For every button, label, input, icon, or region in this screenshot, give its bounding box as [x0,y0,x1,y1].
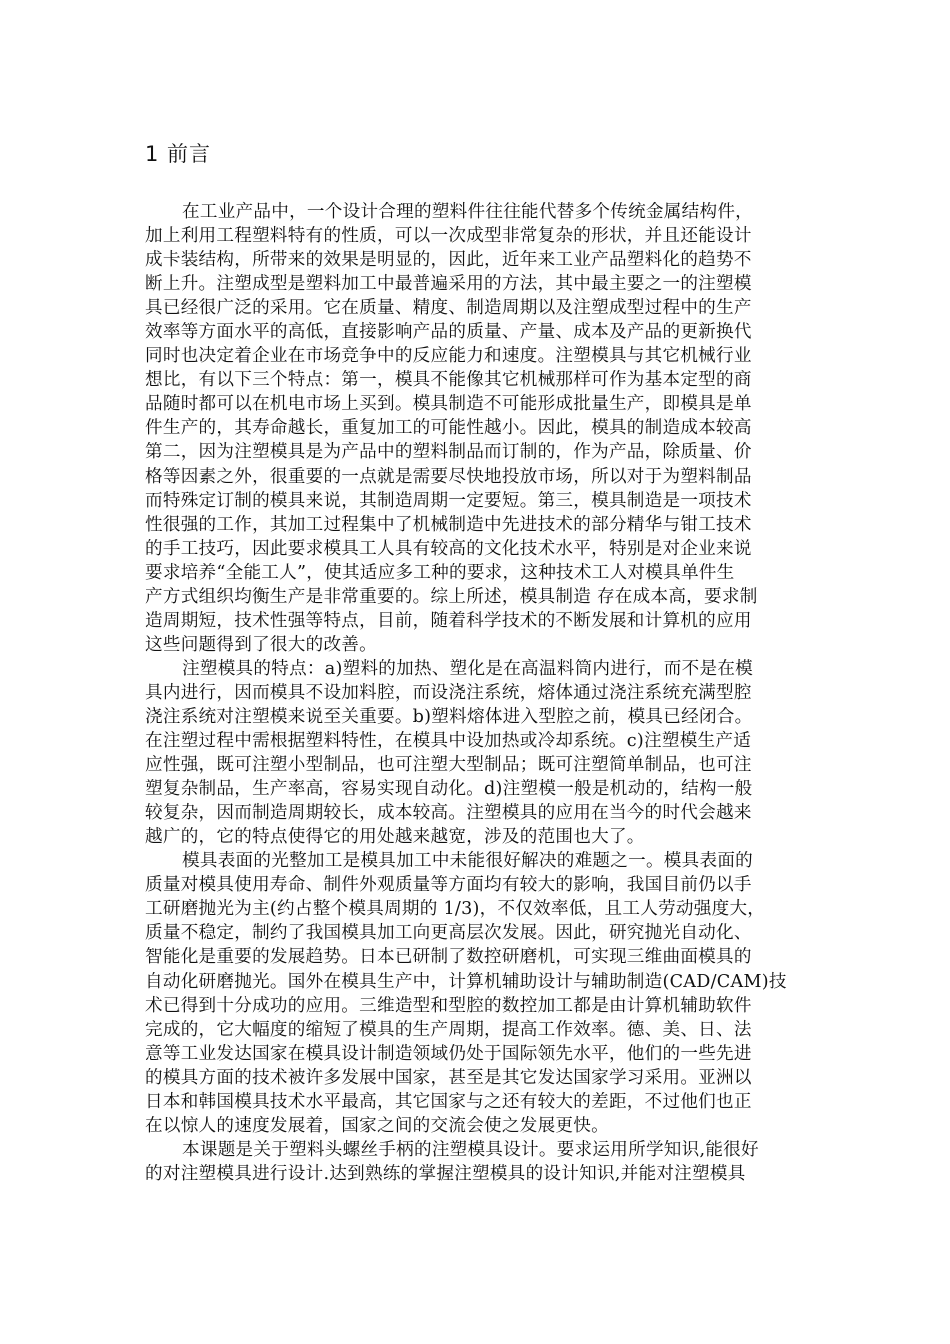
text-line: 效率等方面水平的高低，直接影响产品的质量、产量、成本及产品的更新换代 [145,322,752,343]
text-line: 加上利用工程塑料特有的性质，可以一次成型非常复杂的形状，并且还能设计 [145,226,752,247]
text-line: 日本和韩国模具技术水平最高，其它国家与之还有较大的差距，不过他们也正 [145,1091,752,1112]
text-line: 第二，因为注塑模具是为产品中的塑料制品而订制的，作为产品，除质量、价 [145,442,752,463]
text-line: 要求培养“全能工人”，使其适应多工种的要求，这种技术工人对模具单件生 [145,562,735,583]
paragraph-first-line: 本课题是关于塑料头螺丝手柄的注塑模具设计。要求运用所学知识,能很好 [182,1139,759,1160]
text-line: 产方式组织均衡生产是非常重要的。综上所述，模具制造 存在成本高，要求制 [145,586,758,607]
text-line: 这些问题得到了很大的改善。 [145,634,377,655]
section-heading: 1 前言 [145,142,212,166]
text-line: 同时也决定着企业在市场竞争中的反应能力和速度。注塑模具与其它机械行业 [145,346,752,367]
text-line: 应性强，既可注塑小型制品，也可注塑大型制品；既可注塑简单制品，也可注 [145,755,752,776]
text-line: 断上升。注塑成型是塑料加工中最普遍采用的方法，其中最主要之一的注塑模 [145,274,752,295]
text-line: 在以惊人的速度发展着，国家之间的交流会使之发展更快。 [145,1115,609,1136]
body-text [145,200,815,1186]
text-line: 格等因素之外，很重要的一点就是需要尽快地投放市场，所以对于为塑料制品 [145,466,752,487]
paragraph-first-line: 模具表面的光整加工是模具加工中未能很好解决的难题之一。模具表面的 [182,851,754,872]
paragraph-first-line: 在工业产品中，一个设计合理的塑料件往往能代替多个传统金属结构件， [182,202,754,222]
text-line: 在注塑过程中需根据塑料特性，在模具中设加热或冷却系统。c)注塑模生产适 [145,731,752,752]
text-line: 性很强的工作，其加工过程集中了机械制造中先进技术的部分精华与钳工技术 [145,514,752,535]
text-line: 工研磨抛光为主(约占整个模具周期的 1/3)，不仅效率低，且工人劳动强度大， [145,899,766,920]
text-line: 品随时都可以在机电市场上买到。模具制造不可能形成批量生产，即模具是单 [145,394,752,415]
text-line: 造周期短，技术性强等特点，目前，随着科学技术的不断发展和计算机的应用 [145,610,752,631]
text-line: 件生产的，其寿命越长，重复加工的可能性越小。因此，模具的制造成本较高 [145,418,752,439]
paragraph-first-line: 注塑模具的特点：a)塑料的加热、塑化是在高温料筒内进行，而不是在模 [182,658,754,679]
text-line: 成卡装结构，所带来的效果是明显的，因此，近年来工业产品塑料化的趋势不 [145,250,752,271]
text-line: 的模具方面的技术被许多发展中国家，甚至是其它发达国家学习采用。亚洲以 [145,1067,752,1088]
text-line: 完成的，它大幅度的缩短了模具的生产周期，提高工作效率。德、美、日、法 [145,1019,752,1040]
text-line: 自动化研磨抛光。国外在模具生产中，计算机辅助设计与辅助制造(CAD/CAM)技 [145,971,787,992]
text-line: 具内进行，因而模具不设加料腔，而设浇注系统，熔体通过浇注系统充满型腔 [145,682,752,703]
text-line: 智能化是重要的发展趋势。日本已研制了数控研磨机，可实现三维曲面模具的 [145,947,752,968]
text-line: 的手工技巧，因此要求模具工人具有较高的文化技术水平，特别是对企业来说 [145,538,752,559]
text-line: 较复杂，因而制造周期较长，成本较高。注塑模具的应用在当今的时代会越来 [145,803,752,824]
text-line: 浇注系统对注塑模来说至关重要。b)塑料熔体进入型腔之前，模具已经闭合。 [145,706,753,727]
text-line: 塑复杂制品，生产率高，容易实现自动化。d)注塑模一般是机动的，结构一般 [145,779,753,800]
text-line: 的对注塑模具进行设计.达到熟练的掌握注塑模具的设计知识,并能对注塑模具 [145,1163,746,1184]
text-line: 术已得到十分成功的应用。三维造型和型腔的数控加工都是由计算机辅助软件 [145,995,752,1016]
text-line: 质量不稳定，制约了我国模具加工向更高层次发展。因此，研究抛光自动化、 [145,923,752,944]
text-line: 越广的，它的特点使得它的用处越来越宽，涉及的范围也大了。 [145,827,645,848]
text-line: 质量对模具使用寿命、制件外观质量等方面均有较大的影响，我国目前仍以手 [145,875,752,896]
text-line: 具已经很广泛的采用。它在质量、精度、制造周期以及注塑成型过程中的生产 [145,298,752,319]
text-line: 而特殊定订制的模具来说，其制造周期一定要短。第三，模具制造是一项技术 [145,490,752,511]
text-line: 意等工业发达国家在模具设计制造领域仍处于国际领先水平，他们的一些先进 [145,1043,752,1064]
text-line: 想比，有以下三个特点：第一，模具不能像其它机械那样可作为基本定型的商 [145,370,752,391]
